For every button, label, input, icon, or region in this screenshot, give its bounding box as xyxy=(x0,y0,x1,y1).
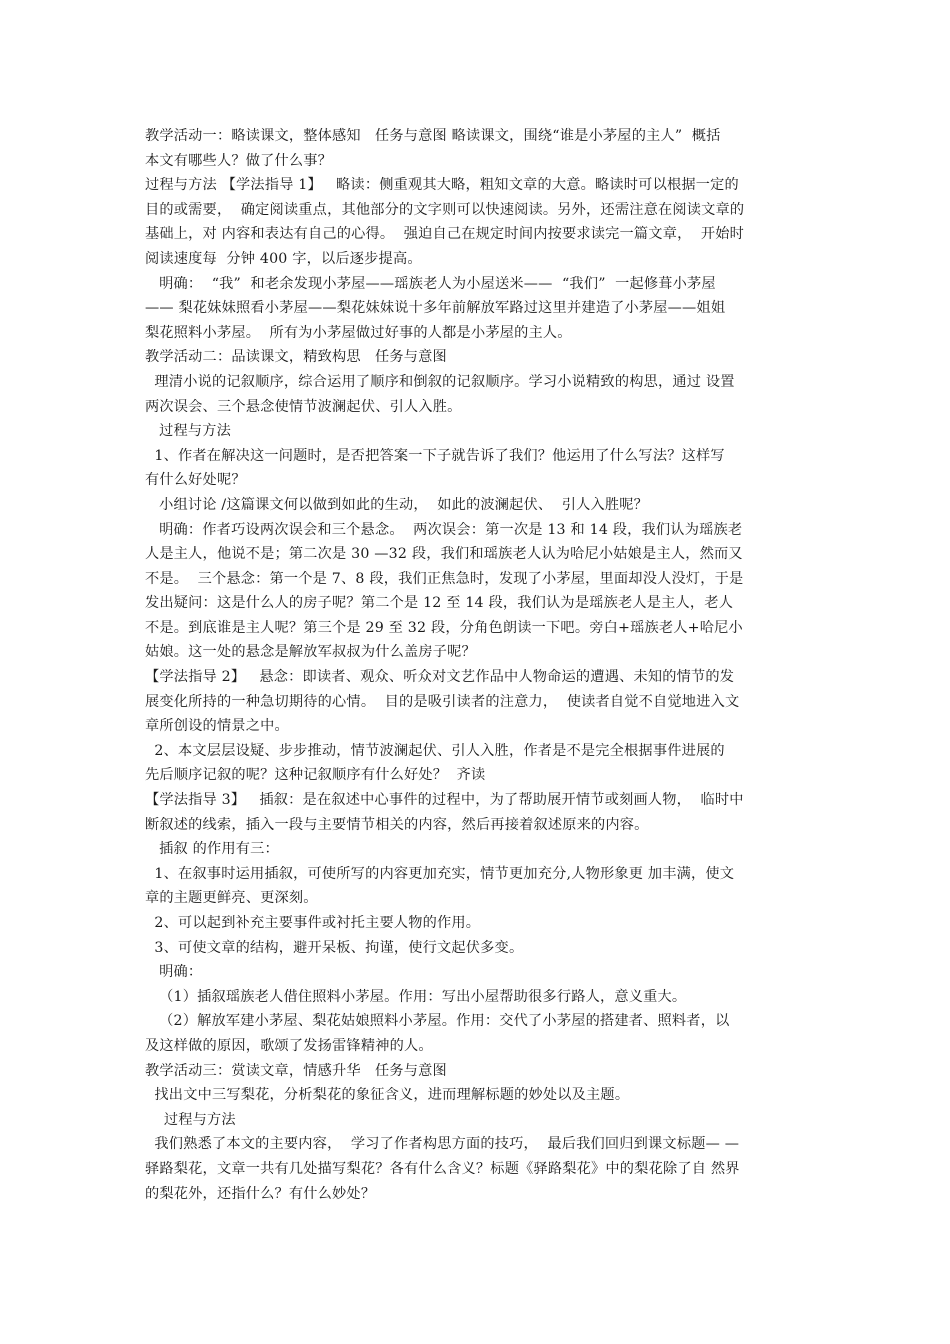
text-line: 1、作者在解决这一问题时，是否把答案一下子就告诉了我们？他运用了什么写法？这样写 xyxy=(145,447,725,464)
text-line: 1、在叙事时运用插叙，可使所写的内容更加充实，情节更加充分,人物形象更 加丰满，使文 xyxy=(145,865,735,882)
text-line: 发出疑问：这是什么人的房子呢？第二个是 12 至 14 段，我们认为是瑶族老人是主人，老人 xyxy=(145,595,734,612)
text-line: 不是。 三个悬念：第一个是 7、8 段，我们正焦急时，发现了小茅屋，里面却没人没灯，于是 xyxy=(145,570,744,587)
text-line: 断叙述的线索，插入一段与主要情节相关的内容，然后再接着叙述原来的内容。 xyxy=(145,816,649,833)
text-line: 明确： xyxy=(145,964,203,981)
text-line: 两次误会、三个悬念使情节波澜起伏、引人入胜。 xyxy=(145,398,462,415)
text-line: 2、本文层层设疑、步步推动，情节波澜起伏、引人入胜，作者是不是完全根据事件进展的 xyxy=(145,742,725,759)
text-line: 展变化所持的一种急切期待的心情。 目的是吸引读者的注意力， 使读者自觉不自觉地进入文 xyxy=(145,693,740,710)
text-line: 2、可以起到补充主要事件或衬托主要人物的作用。 xyxy=(145,915,481,931)
text-line: 姑娘。这一处的悬念是解放军叔叔为什么盖房子呢？ xyxy=(145,644,476,661)
text-line: 基础上，对 内容和表达有自己的心得。 强迫自己在规定时间内按要求读完一篇文章， 开始时 xyxy=(145,226,745,243)
text-line: 【学法指导 3】 插叙：是在叙述中心事件的过程中，为了帮助展开情节或刻画人物， 临时中 xyxy=(145,792,744,809)
text-line: 明确：作者巧设两次误会和三个悬念。 两次误会：第一次是 13 和 14 段，我们认为瑶族老 xyxy=(145,521,743,538)
text-line: 阅读速度每 分钟 400 字，以后逐步提高。 xyxy=(145,250,422,267)
text-line: 本文有哪些人？做了什么事？ xyxy=(145,152,333,169)
text-line: 驿路梨花，文章一共有几处描写梨花？各有什么含义？标题《驿路梨花》中的梨花除了自 然界 xyxy=(145,1160,740,1177)
text-line: 理清小说的记叙顺序，综合运用了顺序和倒叙的记叙顺序。学习小说精致的构思，通过 设置 xyxy=(145,373,735,390)
text-line: 先后顺序记叙的呢？这种记叙顺序有什么好处？ 齐读 xyxy=(145,767,486,784)
text-line: 【学法指导 2】 悬念：即读者、观众、听众对文艺作品中人物命运的遭遇、未知的情节的发 xyxy=(145,669,735,686)
text-line: —— 梨花妹妹照看小茅屋——梨花妹妹说十多年前解放军路过这里并建造了小茅屋——姐姐 xyxy=(145,300,726,317)
text-line: 3、可使文章的结构，避开呆板、拘谨，使行文起伏多变。 xyxy=(145,939,524,956)
text-line: 不是。到底谁是主人呢？第三个是 29 至 32 段，分角色朗读一下吧。旁白+瑶族老人+哈尼小 xyxy=(145,619,743,636)
text-line: 教学活动二：品读课文，精致构思 任务与意图 xyxy=(145,349,447,366)
text-line: 找出文中三写梨花，分析梨花的象征含义，进而理解标题的妙处以及主题。 xyxy=(145,1087,630,1104)
text-line: （1）插叙瑶族老人借住照料小茅屋。作用：写出小屋帮助很多行路人，意义重大。 xyxy=(145,988,687,1005)
text-line: 插叙 的作用有三： xyxy=(145,841,279,858)
text-line: 章的主题更鲜亮、更深刻。 xyxy=(145,890,318,907)
text-line: 梨花照料小茅屋。 所有为小茅屋做过好事的人都是小茅屋的主人。 xyxy=(145,324,572,341)
text-line: 章所创设的情景之中。 xyxy=(145,718,289,735)
text-line: 我们熟悉了本文的主要内容， 学习了作者构思方面的技巧， 最后我们回归到课文标题— — xyxy=(145,1136,740,1153)
text-line: （2）解放军建小茅屋、梨花姑娘照料小茅屋。作用：交代了小茅屋的搭建者、照料者，以 xyxy=(145,1013,730,1030)
text-line: 教学活动一：略读课文，整体感知 任务与意图 略读课文，围绕“谁是小茅屋的主人” 概括 xyxy=(145,128,721,144)
text-line: 目的或需要， 确定阅读重点，其他部分的文字则可以快速阅读。另外，还需注意在阅读文章的 xyxy=(145,201,745,218)
document-body xyxy=(145,124,811,1206)
text-line: 人是主人，他说不是；第二次是 30 —32 段，我们和瑶族老人认为哈尼小姑娘是主人，然而又 xyxy=(145,546,743,563)
text-line: 教学活动三：赏读文章，情感升华 任务与意图 xyxy=(145,1062,447,1079)
text-line: 过程与方法 xyxy=(145,1111,236,1128)
text-line: 及这样做的原因，歌颂了发扬雷锋精神的人。 xyxy=(145,1037,433,1054)
text-line: 过程与方法 xyxy=(145,423,232,440)
text-line: 过程与方法 【学法指导 1】 略读：侧重观其大略，粗知文章的大意。略读时可以根据一定的 xyxy=(145,177,739,194)
text-line: 有什么好处呢？ xyxy=(145,472,246,489)
text-line: 的梨花外，还指什么？有什么妙处？ xyxy=(145,1185,376,1202)
text-line: 小组讨论 /这篇课文何以做到如此的生动， 如此的波澜起伏、 引人入胜呢？ xyxy=(145,496,649,513)
text-line: 明确： “我” 和老余发现小茅屋——瑶族老人为小屋送米—— “我们” 一起修葺小茅屋 xyxy=(145,275,716,292)
